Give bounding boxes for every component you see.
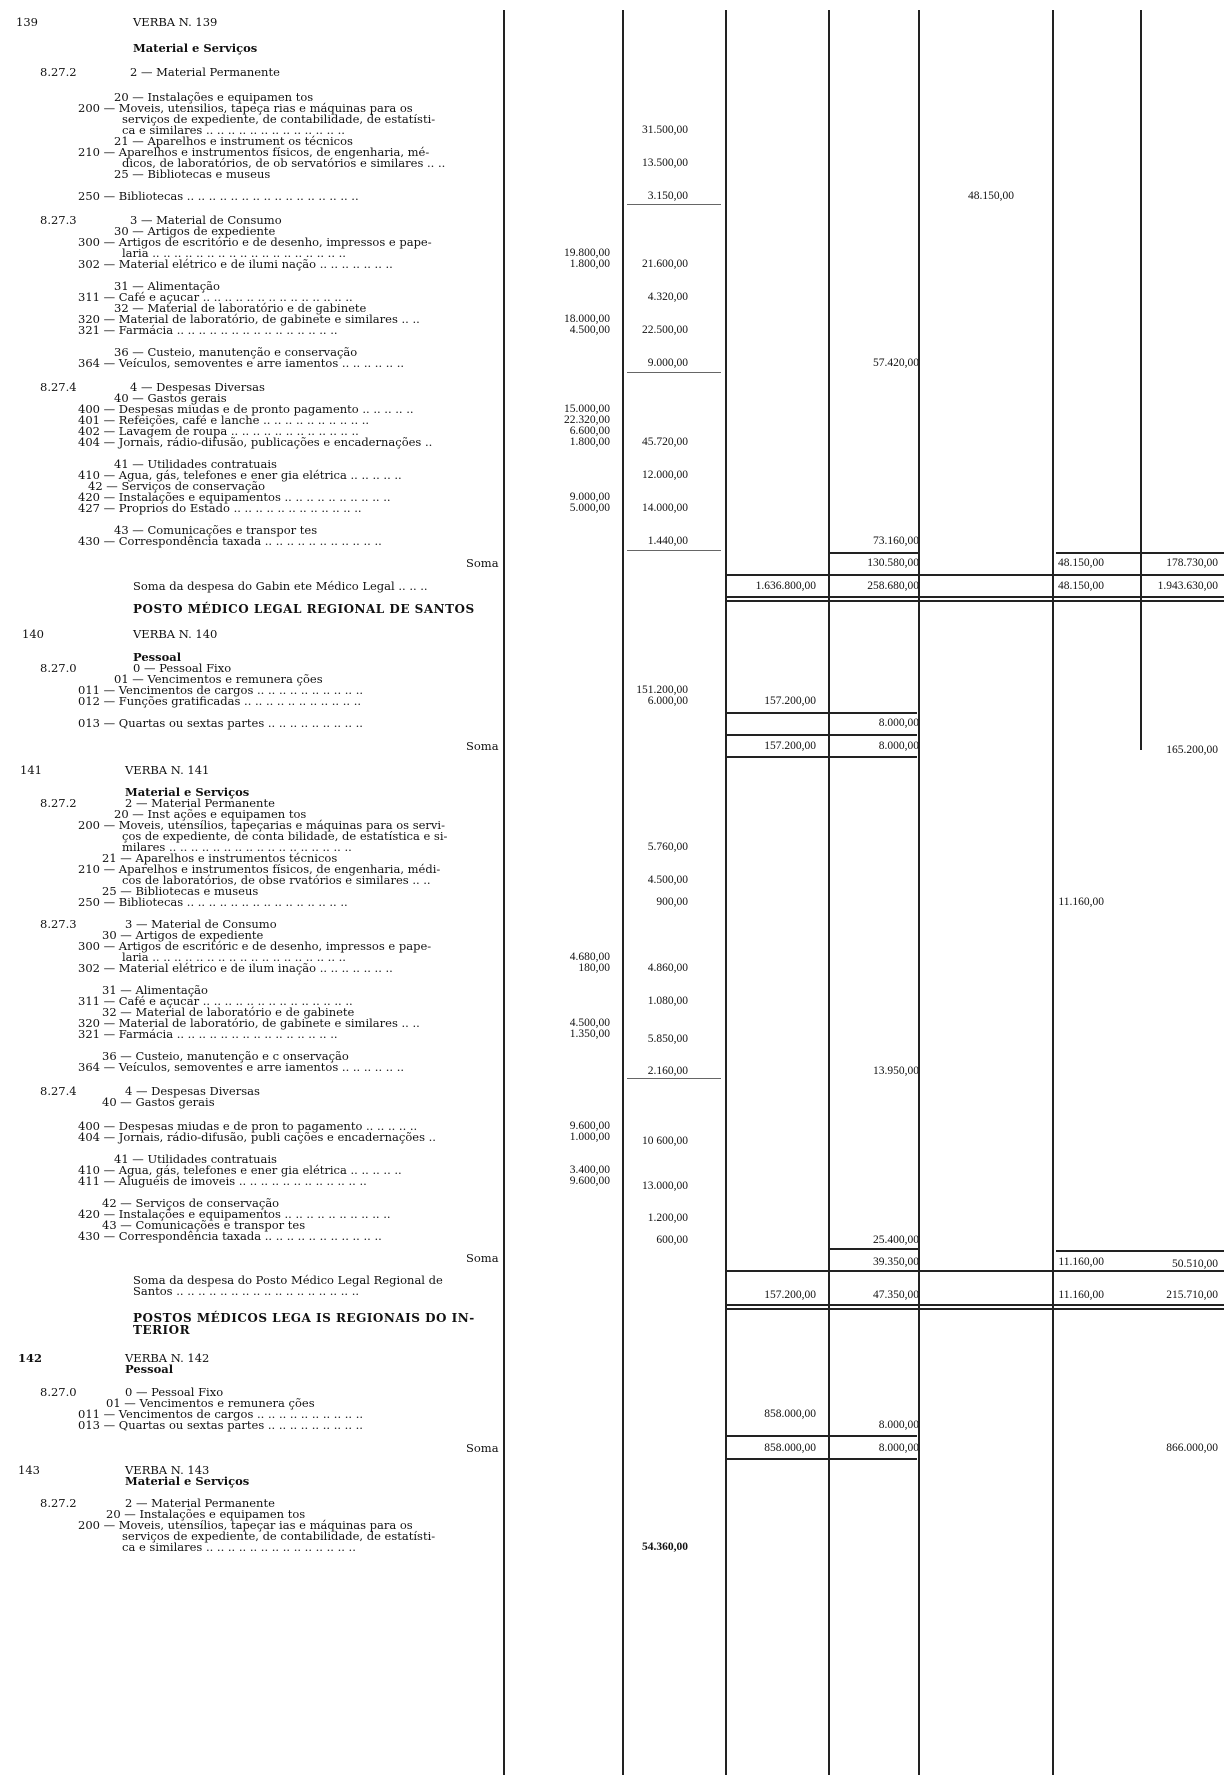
line-item: 404 — Jornais, rádio-difusão, publicações e encadernações .. [78, 435, 433, 449]
section-heading: Material e Serviços [125, 785, 250, 799]
amount: 5.000,00 [569, 502, 610, 514]
amount: 4.500,00 [569, 324, 610, 336]
line-item: 210 — Aparelhos e instrumentos físicos, de engenharia, mé- [78, 145, 430, 159]
rule [727, 734, 917, 736]
amount: 157.200,00 [764, 695, 816, 707]
line-item: 300 — Artigos de escritório e de desenho, impressos e pape- [78, 235, 432, 249]
soma-label: Soma [466, 556, 499, 570]
amount: 13.500,00 [642, 157, 688, 169]
amount: 151.200,00 [636, 684, 688, 696]
line-item: 25 — Bibliotecas e museus [114, 167, 271, 181]
line-item: serviços de expediente, de contabilidade, de estatísti- [122, 1529, 436, 1543]
amount: 22.500,00 [642, 324, 688, 336]
line-item: 302 — Material elétrico e de ilumi nação .. .. .. .. .. .. .. [78, 257, 393, 271]
rule [727, 712, 917, 714]
amount: 6.000,00 [647, 695, 688, 707]
line-item: 41 — Utilidades contratuais [114, 1152, 277, 1166]
amount: 45.720,00 [642, 436, 688, 448]
line-item: 250 — Bibliotecas .. .. .. .. .. .. .. .. .. .. .. .. .. .. .. .. [78, 189, 359, 203]
rule [830, 552, 920, 554]
amount: 2.160,00 [647, 1065, 688, 1077]
rule [1056, 552, 1224, 554]
amount: 4.500,00 [647, 874, 688, 886]
subsection-heading: 3 — Material de Consumo [125, 917, 277, 931]
amount: 6.600,00 [569, 425, 610, 437]
line-item: 32 — Material de laboratório e de gabinete [102, 1005, 355, 1019]
soma-total-label: Soma da despesa do Posto Médico Legal Regional de [133, 1273, 443, 1287]
amount: 18.000,00 [564, 313, 610, 325]
subtotal: 866.000,00 [1166, 1442, 1218, 1454]
column-rule [1052, 10, 1054, 1775]
verba-heading: VERBA N. 141 [125, 763, 210, 777]
amount: 22.320,00 [564, 414, 610, 426]
account-code: 8.27.2 [40, 65, 77, 79]
amount: 3.150,00 [647, 190, 688, 202]
subsection-heading: 4 — Despesas Diversas [125, 1084, 260, 1098]
account-code: 8.27.3 [40, 917, 77, 931]
amount: 15.000,00 [564, 403, 610, 415]
line-item: 40 — Gastos gerais [102, 1095, 215, 1109]
line-item: 430 — Correspondência taxada .. .. .. .. .. .. .. .. .. .. .. [78, 1229, 382, 1243]
amount: 31.500,00 [642, 124, 688, 136]
line-item: 364 — Veículos, semoventes e arre iamentos .. .. .. .. .. .. [78, 356, 405, 370]
line-item: 430 — Correspondência taxada .. .. .. .. .. .. .. .. .. .. .. [78, 534, 382, 548]
grand-total: 215.710,00 [1166, 1289, 1218, 1301]
amount: 73.160,00 [873, 535, 919, 547]
subsection-heading: 2 — Material Permanente [130, 65, 280, 79]
verba-number: 141 [20, 763, 42, 777]
verba-number: 143 [18, 1463, 40, 1477]
line-item: 410 — Agua, gás, telefones e ener gia elétrica .. .. .. .. .. [78, 468, 402, 482]
amount: 600,00 [656, 1234, 688, 1246]
grand-total: 48.150,00 [1058, 580, 1104, 592]
section-heading: Pessoal [133, 650, 182, 664]
amount: 10 600,00 [642, 1135, 688, 1147]
section-heading: Material e Serviços [133, 41, 258, 55]
line-item: 42 — Serviços de conservação [102, 1196, 280, 1210]
verba-number: 140 [22, 627, 44, 641]
soma-label: Soma [466, 739, 499, 753]
line-item: 420 — Instalações e equipamentos .. .. .. .. .. .. .. .. .. .. [78, 1207, 391, 1221]
verba-number: 139 [16, 15, 38, 29]
amount: 9.000,00 [569, 491, 610, 503]
rule [627, 550, 721, 551]
amount: 19.800,00 [564, 247, 610, 259]
amount: 5.850,00 [647, 1033, 688, 1045]
line-item: serviços de expediente, de contabilidade, de estatísti- [122, 112, 436, 126]
subtotal: 8.000,00 [878, 740, 919, 752]
subtotal: 50.510,00 [1172, 1258, 1218, 1270]
line-item: 30 — Artigos de expediente [114, 224, 276, 238]
section-title: POSTO MÉDICO LEGAL REGIONAL DE SANTOS [133, 602, 475, 616]
column-rule [725, 10, 727, 1775]
line-item: 43 — Comunicações e transpor tes [114, 523, 318, 537]
amount: 1.080,00 [647, 995, 688, 1007]
amount: 9.000,00 [647, 357, 688, 369]
line-item: 250 — Bibliotecas .. .. .. .. .. .. .. .. .. .. .. .. .. .. .. [78, 895, 348, 909]
line-item: 302 — Material elétrico e de ilum inação .. .. .. .. .. .. .. [78, 961, 393, 975]
rule [727, 574, 1224, 576]
line-item: ca e similares .. .. .. .. .. .. .. .. .. .. .. .. .. [122, 123, 345, 137]
rule [627, 204, 721, 205]
subtotal: 157.200,00 [764, 740, 816, 752]
line-item: 30 — Artigos de expediente [102, 928, 264, 942]
amount: 1.200,00 [647, 1212, 688, 1224]
line-item: 25 — Bibliotecas e museus [102, 884, 259, 898]
line-item: 200 — Moveis, utensílios, tapeçar ias e máquinas para os [78, 1518, 413, 1532]
line-item: 200 — Moveis, utensilios, tapeça rias e máquinas para os [78, 101, 413, 115]
account-code: 8.27.0 [40, 1385, 77, 1399]
line-item: 427 — Proprios do Estado .. .. .. .. .. .. .. .. .. .. .. .. [78, 501, 362, 515]
subtotal: 39.350,00 [873, 1256, 919, 1268]
subtotal: 165.200,00 [1166, 744, 1218, 756]
line-item: laria .. .. .. .. .. .. .. .. .. .. .. .. .. .. .. .. .. .. [122, 246, 346, 260]
line-item: 36 — Custeio, manutenção e conservação [114, 345, 358, 359]
amount: 13.000,00 [642, 1180, 688, 1192]
line-item: 40 — Gastos gerais [114, 391, 227, 405]
line-item: 21 — Aparelhos e instrument os técnicos [114, 134, 353, 148]
column-rule [918, 10, 920, 1775]
line-item: 41 — Utilidades contratuais [114, 457, 277, 471]
amount: 858.000,00 [764, 1408, 816, 1420]
subsection-heading: 4 — Despesas Diversas [130, 380, 265, 394]
rule [727, 596, 1224, 598]
section-title: TERIOR [133, 1323, 191, 1337]
account-code: 8.27.2 [40, 796, 77, 810]
amount: 13.950,00 [873, 1065, 919, 1077]
rule [727, 1458, 917, 1460]
line-item: 20 — Inst ações e equipamen tos [114, 807, 307, 821]
line-item: 20 — Instalações e equipamen tos [114, 90, 314, 104]
column-rule [503, 10, 505, 1775]
amount: 48.150,00 [968, 190, 1014, 202]
verba-heading: VERBA N. 139 [133, 15, 218, 29]
subtotal: 178.730,00 [1166, 557, 1218, 569]
rule [830, 1248, 920, 1250]
soma-total-label: Santos .. .. .. .. .. .. .. .. .. .. .. .. .. .. .. .. .. [133, 1284, 360, 1298]
amount: 1.800,00 [569, 436, 610, 448]
soma-total-label: Soma da despesa do Gabin ete Médico Legal .. .. .. [133, 579, 428, 593]
line-item: 013 — Quartas ou sextas partes .. .. .. .. .. .. .. .. .. [78, 1418, 363, 1432]
line-item: 01 — Vencimentos e remunera ções [114, 672, 323, 686]
amount: 4.320,00 [647, 291, 688, 303]
line-item: 012 — Funções gratificadas .. .. .. .. .. .. .. .. .. .. .. [78, 694, 362, 708]
amount: 1.440,00 [647, 535, 688, 547]
rule [727, 600, 1224, 602]
account-code: 8.27.3 [40, 213, 77, 227]
subsection-heading: 2 — Material Permanente [125, 1496, 275, 1510]
amount: 4.680,00 [569, 951, 610, 963]
rule [727, 1304, 1224, 1306]
line-item: 410 — Agua, gás, telefones e ener gia elétrica .. .. .. .. .. [78, 1163, 402, 1177]
line-item: ca e similares .. .. .. .. .. .. .. .. .. .. .. .. .. .. [122, 1540, 356, 1554]
subtotal: 11.160,00 [1058, 1256, 1104, 1268]
line-item: 43 — Comunicações e transpor tes [102, 1218, 306, 1232]
column-rule [1140, 10, 1142, 750]
amount: 54.360,00 [642, 1541, 688, 1553]
amount: 8.000,00 [878, 717, 919, 729]
line-item: milares .. .. .. .. .. .. .. .. .. .. .. .. .. .. .. .. .. [122, 840, 352, 854]
line-item: 011 — Vencimentos de cargos .. .. .. .. .. .. .. .. .. .. [78, 1407, 364, 1421]
line-item: laria .. .. .. .. .. .. .. .. .. .. .. .. .. .. .. .. .. .. [122, 950, 346, 964]
subtotal: 48.150,00 [1058, 557, 1104, 569]
line-item: 400 — Despesas miudas e de pron to pagamento .. .. .. .. .. [78, 1119, 418, 1133]
grand-total: 258.680,00 [867, 580, 919, 592]
line-item: 32 — Material de laboratório e de gabinete [114, 301, 367, 315]
account-code: 8.27.4 [40, 1084, 77, 1098]
line-item: 011 — Vencimentos de cargos .. .. .. .. .. .. .. .. .. .. [78, 683, 364, 697]
subsection-heading: 2 — Material Permanente [125, 796, 275, 810]
line-item: 013 — Quartas ou sextas partes .. .. .. .. .. .. .. .. .. [78, 716, 363, 730]
line-item: 311 — Café e açucar .. .. .. .. .. .. .. .. .. .. .. .. .. .. [78, 994, 353, 1008]
amount: 3.400,00 [569, 1164, 610, 1176]
rule [727, 1308, 1224, 1310]
line-item: 321 — Farmácia .. .. .. .. .. .. .. .. .. .. .. .. .. .. .. [78, 323, 338, 337]
verba-heading: VERBA N. 143 [125, 1463, 210, 1477]
amount: 11.160,00 [1058, 896, 1104, 908]
line-item: 420 — Instalações e equipamentos .. .. .. .. .. .. .. .. .. .. [78, 490, 391, 504]
line-item: 400 — Despesas miudas e de pronto pagamento .. .. .. .. .. [78, 402, 414, 416]
line-item: 210 — Aparelhos e instrumentos físicos, de engenharia, médi- [78, 862, 441, 876]
amount: 21.600,00 [642, 258, 688, 270]
line-item: 402 — Lavagem de roupa .. .. .. .. .. .. .. .. .. .. .. .. [78, 424, 359, 438]
line-item: 364 — Veículos, semoventes e arre iamentos .. .. .. .. .. .. [78, 1060, 405, 1074]
amount: 9.600,00 [569, 1120, 610, 1132]
line-item: 200 — Moveis, utensílios, tapeçarias e máquinas para os servi- [78, 818, 445, 832]
verba-number: 142 [18, 1351, 43, 1365]
subtotal: 8.000,00 [878, 1442, 919, 1454]
amount: 8.000,00 [878, 1419, 919, 1431]
line-item: 31 — Alimentação [114, 279, 220, 293]
amount: 4.500,00 [569, 1017, 610, 1029]
amount: 25.400,00 [873, 1234, 919, 1246]
column-rule [622, 10, 624, 1775]
soma-label: Soma [466, 1441, 499, 1455]
amount: 4.860,00 [647, 962, 688, 974]
line-item: 321 — Farmácia .. .. .. .. .. .. .. .. .. .. .. .. .. .. .. [78, 1027, 338, 1041]
line-item: dicos, de laboratórios, de ob servatórios e similares .. .. [122, 156, 446, 170]
subtotal: 858.000,00 [764, 1442, 816, 1454]
section-heading: Material e Serviços [125, 1474, 250, 1488]
amount: 180,00 [578, 962, 610, 974]
line-item: 31 — Alimentação [102, 983, 208, 997]
amount: 1.800,00 [569, 258, 610, 270]
soma-label: Soma [466, 1251, 499, 1265]
amount: 1.000,00 [569, 1131, 610, 1143]
amount: 1.350,00 [569, 1028, 610, 1040]
rule [727, 1270, 1224, 1272]
line-item: 411 — Aluguéis de imoveis .. .. .. .. .. .. .. .. .. .. .. .. [78, 1174, 367, 1188]
line-item: 36 — Custeio, manutenção e c onservação [102, 1049, 349, 1063]
column-rule [828, 10, 830, 1775]
line-item: 42 — Serviços de conservação [88, 479, 266, 493]
line-item: 320 — Material de laboratório, de gabinete e similares .. .. [78, 312, 420, 326]
grand-total: 1.636.800,00 [755, 580, 816, 592]
line-item: 20 — Instalações e equipamen tos [106, 1507, 306, 1521]
line-item: ços de expediente, de conta bilidade, de estatística e si- [122, 829, 448, 843]
subsection-heading: 0 — Pessoal Fixo [133, 661, 232, 675]
account-code: 8.27.2 [40, 1496, 77, 1510]
line-item: 320 — Material de laboratório, de gabinete e similares .. .. [78, 1016, 420, 1030]
line-item: 300 — Artigos de escritóric e de desenho, impressos e pape- [78, 939, 432, 953]
line-item: 21 — Aparelhos e instrumentos técnicos [102, 851, 338, 865]
line-item: 401 — Refeições, café e lanche .. .. .. .. .. .. .. .. .. .. [78, 413, 370, 427]
verba-heading: VERBA N. 142 [125, 1351, 210, 1365]
subsection-heading: 0 — Pessoal Fixo [125, 1385, 224, 1399]
amount: 12.000,00 [642, 469, 688, 481]
grand-total: 157.200,00 [764, 1289, 816, 1301]
grand-total: 1.943.630,00 [1157, 580, 1218, 592]
account-code: 8.27.4 [40, 380, 77, 394]
amount: 900,00 [656, 896, 688, 908]
line-item: 404 — Jornais, rádio-difusão, publi cações e encadernações .. [78, 1130, 436, 1144]
section-title: POSTOS MÉDICOS LEGA IS REGIONAIS DO IN- [133, 1311, 475, 1325]
amount: 57.420,00 [873, 357, 919, 369]
rule [627, 372, 721, 373]
grand-total: 47.350,00 [873, 1289, 919, 1301]
amount: 5.760,00 [647, 841, 688, 853]
rule [627, 1078, 721, 1079]
rule [1056, 1250, 1224, 1252]
line-item: 311 — Café e açucar .. .. .. .. .. .. .. .. .. .. .. .. .. .. [78, 290, 353, 304]
section-heading: Pessoal [125, 1362, 174, 1376]
amount: 9.600,00 [569, 1175, 610, 1187]
rule [727, 1435, 917, 1437]
verba-heading: VERBA N. 140 [133, 627, 218, 641]
account-code: 8.27.0 [40, 661, 77, 675]
amount: 14.000,00 [642, 502, 688, 514]
line-item: cos de laboratórios, de obse rvatórios e similares .. .. [122, 873, 431, 887]
grand-total: 11.160,00 [1058, 1289, 1104, 1301]
subtotal: 130.580,00 [867, 557, 919, 569]
rule [727, 756, 917, 758]
line-item: 01 — Vencimentos e remunera ções [106, 1396, 315, 1410]
subsection-heading: 3 — Material de Consumo [130, 213, 282, 227]
